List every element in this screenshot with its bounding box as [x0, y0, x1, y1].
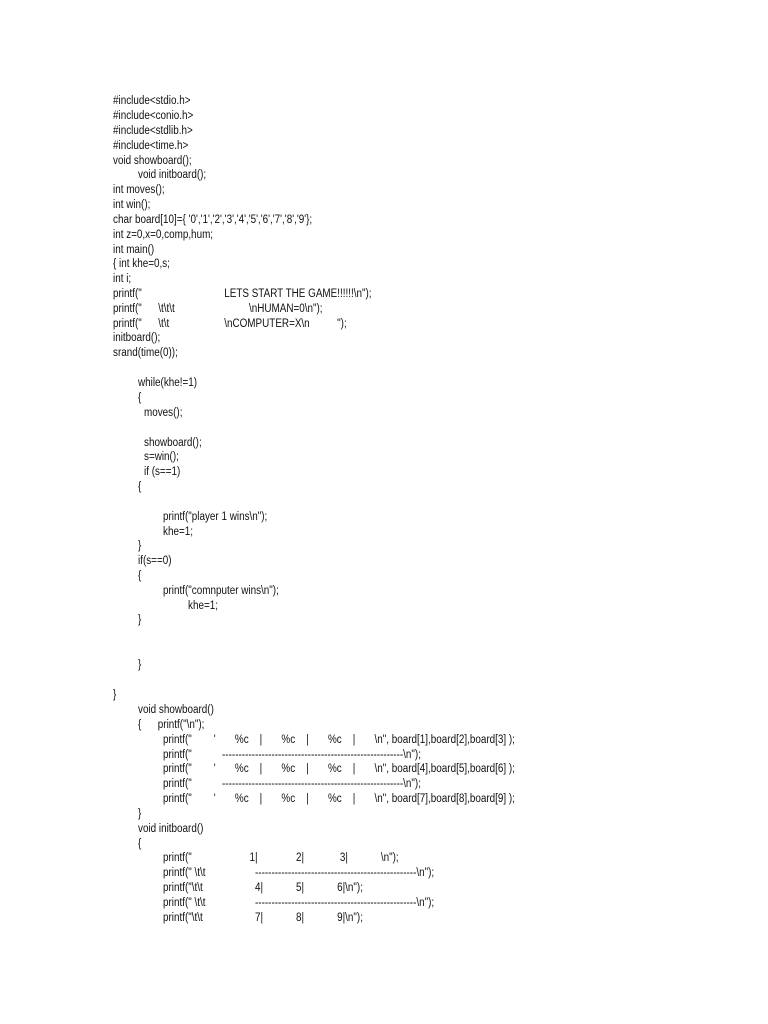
code-line: printf(" \t\t -------------------------------------------------\n");	[163, 867, 435, 879]
code-line: char board[10]={ '0','1','2','3','4','5','6','7','8','9'};	[113, 214, 313, 226]
code-line: { printf("\n");	[138, 719, 205, 731]
code-line: #include<stdlib.h>	[113, 125, 193, 137]
code-line: int main()	[113, 244, 155, 256]
code-line: #include<conio.h>	[113, 110, 194, 122]
code-line: printf(" \t\t -------------------------------------------------\n");	[163, 897, 435, 909]
code-line: printf(" ' %c | %c | %c | \n", board[7],board[8],board[9] );	[163, 793, 515, 805]
code-line: }	[113, 689, 117, 701]
code-line: }	[138, 808, 142, 820]
code-line: {	[138, 570, 142, 582]
code-line: printf(" \t\t \nCOMPUTER=X\n ");	[113, 318, 347, 330]
code-line: printf(" -------------------------------------------------------\n");	[163, 749, 421, 761]
code-line: while(khe!=1)	[138, 377, 198, 389]
code-line: }	[138, 659, 142, 671]
code-line: { int khe=0,s;	[113, 258, 170, 270]
code-line: printf(" \t\t\t \nHUMAN=0\n");	[113, 303, 323, 315]
code-line: int moves();	[113, 184, 165, 196]
code-line: printf("\t\t 7| 8| 9|\n");	[163, 912, 363, 924]
code-line: printf("comnputer wins\n");	[163, 585, 279, 597]
code-line: printf(" -------------------------------------------------------\n");	[163, 778, 421, 790]
code-line: printf("\t\t 4| 5| 6|\n");	[163, 882, 363, 894]
code-line: {	[138, 481, 142, 493]
code-line: }	[138, 614, 142, 626]
code-line: if(s==0)	[138, 555, 172, 567]
code-line: #include<stdio.h>	[113, 95, 191, 107]
code-line: printf(" ' %c | %c | %c | \n", board[4],board[5],board[6] );	[163, 763, 515, 775]
code-line: void showboard();	[113, 155, 192, 167]
code-line: printf(" LETS START THE GAME!!!!!!\n");	[113, 288, 372, 300]
code-line: khe=1;	[188, 600, 218, 612]
code-line: printf("player 1 wins\n");	[163, 511, 268, 523]
code-line: int win();	[113, 199, 151, 211]
code-line: {	[138, 392, 142, 404]
code-line: khe=1;	[163, 526, 193, 538]
code-line: if (s==1)	[144, 466, 181, 478]
code-line: initboard();	[113, 332, 161, 344]
code-line: }	[138, 540, 142, 552]
code-line: void initboard()	[138, 823, 204, 835]
code-line: moves();	[144, 407, 183, 419]
code-line: void showboard()	[138, 704, 214, 716]
code-line: showboard();	[144, 437, 202, 449]
code-line: #include<time.h>	[113, 140, 189, 152]
code-line: int i;	[113, 273, 132, 285]
code-line: printf(" 1| 2| 3| \n");	[163, 852, 399, 864]
code-line: printf(" ' %c | %c | %c | \n", board[1],board[2],board[3] );	[163, 734, 515, 746]
code-line: s=win();	[144, 451, 179, 463]
code-line: {	[138, 838, 142, 850]
code-line: int z=0,x=0,comp,hum;	[113, 229, 214, 241]
code-line: void initboard();	[138, 169, 207, 181]
code-line: srand(time(0));	[113, 347, 178, 359]
